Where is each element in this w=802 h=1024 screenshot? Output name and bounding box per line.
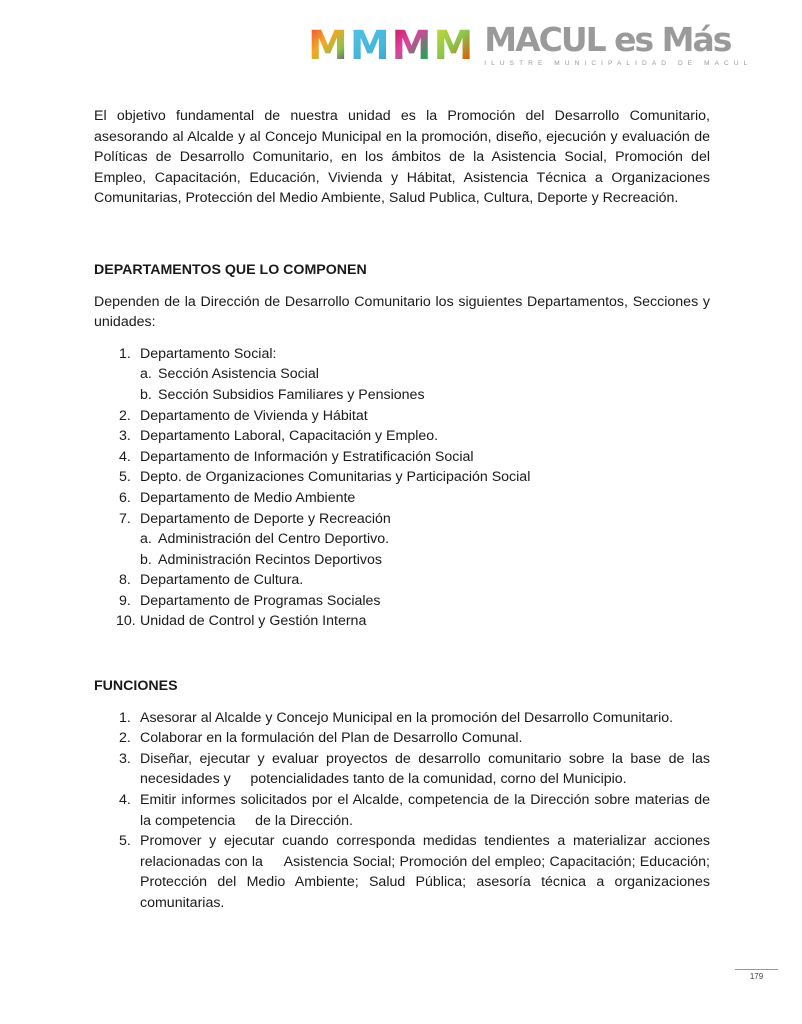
list-item: 10. Unidad de Control y Gestión Interna xyxy=(116,613,367,630)
sub-list-item: b. Administración Recintos Deportivos xyxy=(140,551,382,568)
list-item: 1. Asesorar al Alcalde y Concejo Municipal en la promoción del Desarrollo Comunitario. xyxy=(119,709,674,726)
list-item: 4. Emitir informes solicitados por el Alcalde, competencia de la Dirección sobre materias de la competencia de la Dirección. xyxy=(119,792,714,829)
brand-subtitle: ILUSTRE MUNICIPALIDAD DE MACUL xyxy=(484,60,753,67)
list-item: 9. Departamento de Programas Sociales xyxy=(119,592,381,609)
logo-letter: M xyxy=(433,23,473,69)
logo-mark-icon xyxy=(308,23,473,69)
macul-logo xyxy=(308,22,752,68)
list-item: 5. Promover y ejecutar cuando corresponda medidas tendientes a materializar acciones relacionadas con la Asistencia Social; Promoción del empleo; Capacitación; Educación; Protección del Medio Ambiente; Salud Pública; asesoría técnica a organizaciones comunitarias. xyxy=(119,833,714,911)
intro-paragraph: El objetivo fundamental de nuestra unidad es la Promoción del Desarrollo Comunitario, asesorando al Alcalde y al Concejo Municipal en la promoción, diseño, ejecución y evaluación de Políticas de Desarrollo Comunitario, en los ámbitos de la Asistencia Social, Promoción del Empleo, Capacitación, Educación, Vivienda y Hábitat, Asistencia Técnica a Organizaciones Comunitarias, Protección del Medio Ambiente, Salud Publica, Cultura, Deporte y Recreación. xyxy=(94,108,710,207)
list-item: 5. Depto. de Organizaciones Comunitarias y Participación Social xyxy=(119,469,531,486)
logo-letter: M xyxy=(349,23,389,69)
functions-heading: FUNCIONES xyxy=(94,678,178,695)
list-item: 1. Departamento Social: xyxy=(119,345,277,362)
departments-list xyxy=(94,344,710,632)
brand xyxy=(484,22,752,67)
sub-list-item: a. Sección Asistencia Social xyxy=(140,366,319,383)
list-item: 8. Departamento de Cultura. xyxy=(119,572,304,589)
list-item: 4. Departamento de Información y Estratificación Social xyxy=(119,448,474,465)
list-item: 3. Departamento Laboral, Capacitación y Empleo. xyxy=(119,428,439,445)
departments-heading: DEPARTAMENTOS QUE LO COMPONEN xyxy=(94,261,367,278)
logo-letter: M xyxy=(391,23,431,69)
document-body xyxy=(94,106,714,914)
logo-letter: M xyxy=(308,23,347,69)
list-item: 3. Diseñar, ejecutar y evaluar proyectos de desarrollo comunitario sobre la base de las necesidades y potencialidades tanto de la comunidad, corno del Municipio. xyxy=(119,750,714,788)
functions-list xyxy=(94,708,714,914)
page-number: 179 xyxy=(749,972,764,981)
sub-list-item: b. Sección Subsidios Familiares y Pensiones xyxy=(140,386,425,403)
list-item: 6. Departamento de Medio Ambiente xyxy=(119,489,356,506)
brand-name: MACUL es Más xyxy=(484,20,731,59)
sub-list-item: a. Administración del Centro Deportivo. xyxy=(140,531,390,548)
departments-intro: Dependen de la Dirección de Desarrollo Comunitario los siguientes Departamentos, Secciones y unidades: xyxy=(94,293,710,331)
list-item: 7. Departamento de Deporte y Recreación xyxy=(119,510,391,527)
list-item: 2. Departamento de Vivienda y Hábitat xyxy=(119,407,368,424)
footer-divider xyxy=(735,969,778,970)
list-item: 2. Colaborar en la formulación del Plan de Desarrollo Comunal. xyxy=(119,730,523,747)
